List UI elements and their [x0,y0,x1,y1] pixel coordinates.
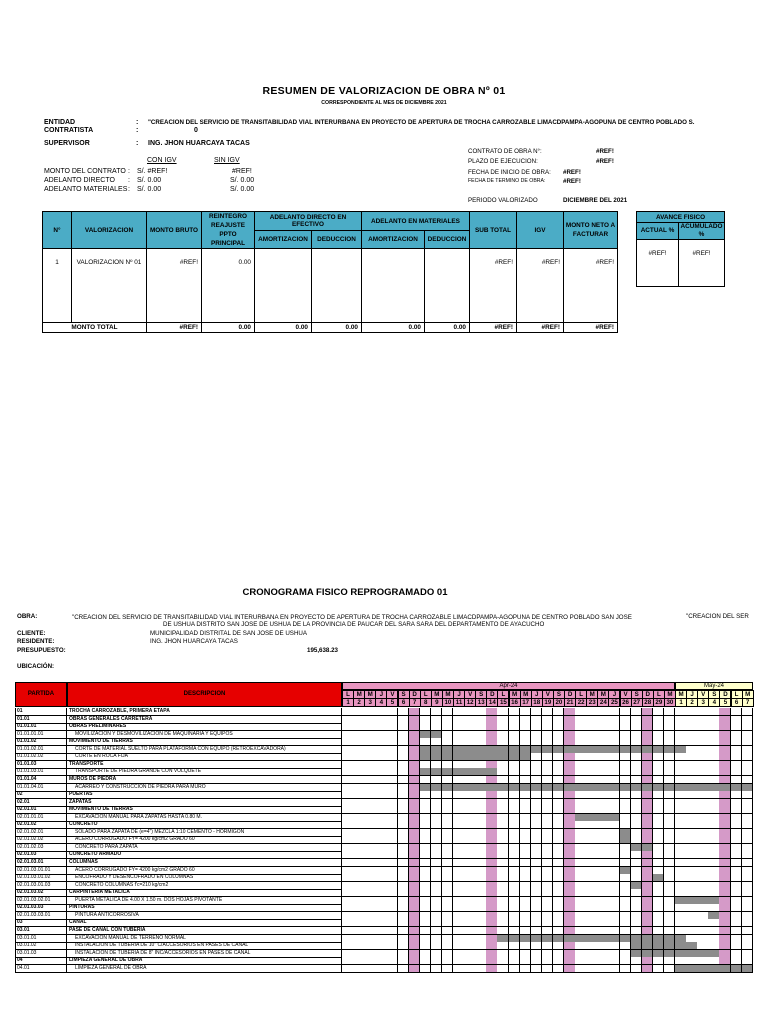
month-may-header: May-24 [675,682,753,690]
descripcion-cell: CORTE EN ROCA FIJA [67,753,342,761]
adelanto-efectivo-header: ADELANTO DIRECTO EN EFECTIVO [255,212,362,231]
partida-cell: 04 [15,957,67,965]
descripcion-cell: CONCRETO PARA ZAPATA [67,844,342,852]
cliente-value: MUNICIPALIDAD DISTRITAL DE SAN JOSE DE USHUA [150,630,308,637]
day-header-cell: 22 [575,698,587,707]
weekday-header-cell: M [364,690,376,699]
row-igv: #REF! [517,249,564,323]
deduccion-1-header: DEDUCCION [312,231,362,249]
residente-value: ING. JHON HUARCAYA TACAS [150,638,238,645]
row-n: 1 [43,249,72,323]
day-header-cell: 20 [553,698,565,707]
descripcion-cell: INSTALACION DE TUBERIA DE 10" C/ACCESORIOS EN PASES DE CANAL [67,942,342,950]
deduccion-2-header: DEDUCCION [425,231,470,249]
day-header-cell: 3 [697,698,709,707]
descripcion-cell: MOVILIZACION Y DESMOVILIZACIÓN DE MAQUINARIA Y EQUIPOS [67,731,342,739]
gantt-cell [631,965,643,973]
con-igv-header: CON IGV [147,157,177,164]
descripcion-cell: INSTALACION DE TUBERIA DE 8" INC/ACCESORIOS EN PASES DE CANAL [67,950,342,958]
col-monto-bruto-header: MONTO BRUTO [147,212,202,249]
avance-actual-value: #REF! [637,240,679,287]
partida-cell: 01.01.02 [15,738,67,746]
gantt-cell [586,965,598,973]
partida-cell: 02.01.03.01.02 [15,874,67,882]
amortizacion-2-header: AMORTIZACION [362,231,425,249]
day-header-cell: 25 [608,698,620,707]
presupuesto-label: PRESUPUESTO: [17,647,66,654]
inicio-label: FECHA DE INICIO DE OBRA: [468,169,551,176]
gantt-cell [642,965,654,973]
col-subtotal-header: SUB TOTAL [470,212,517,249]
adelanto-materiales-header: ADELANTO EN MATERIALES [362,212,470,231]
gantt-bar-cell [686,965,698,973]
day-header-cell: 23 [586,698,598,707]
partida-cell: 02.01.03.03.01 [15,912,67,920]
total-igv: #REF! [517,323,564,333]
day-header-cell: 5 [386,698,398,707]
descripcion-cell: LIMPIEZA GENERAL DE OBRA [67,965,342,973]
descripcion-cell: ENCOFRADO Y DESENCOFRADO EN COLUMNAS [67,874,342,882]
termino-value: #REF! [563,178,581,185]
gantt-cell [620,965,632,973]
day-header-cell: 4 [375,698,387,707]
partida-cell: 01.01.01 [15,723,67,731]
col-reintegro-header: REINTEGRO REAJUSTE PPTO PRINCIPAL [202,212,255,249]
day-header-cell: 7 [742,698,754,707]
obra-overflow: "CREACION DEL SER [686,613,749,620]
partida-cell: 02.01.02.02 [15,836,67,844]
partida-cell: 01.01.02.01 [15,746,67,754]
descripcion-cell: PUERTAS [67,791,342,799]
monto-contrato-label: MONTO DEL CONTRATO [44,168,126,175]
gantt-cell [664,965,676,973]
day-header-cell: 2 [686,698,698,707]
weekday-header-cell: J [686,690,698,699]
descripcion-cell: EXCAVACION MANUAL PARA ZAPATAS HASTA 0.80 M. [67,814,342,822]
day-header-cell: 13 [475,698,487,707]
descripcion-cell: ZAPATAS [67,799,342,807]
descripcion-cell: ACARREO Y CONSTRUCCION DE PIEDRA PARA MURO [67,784,342,792]
col-igv-header: IGV [517,212,564,249]
periodo-value: DICIEMBRE DEL 2021 [563,197,628,204]
partida-cell: 02.01.02.01 [15,829,67,837]
gantt-bar-cell [719,965,731,973]
weekday-header-cell: M [520,690,532,699]
gantt-cell [431,965,443,973]
contrato-value: #REF! [596,148,614,155]
descripcion-cell: CORTE DE MATERIAL SUELTO PARA PLATAFORMA CON EQUIPO (RETROEXCAVADORA) [67,746,342,754]
total-row [43,323,618,333]
gantt-cell [409,965,421,973]
weekday-header-cell: L [342,690,354,699]
presupuesto-value: 195,638.23 [307,647,338,654]
weekday-header-cell: M [509,690,521,699]
partida-cell: 01.01.04 [15,776,67,784]
partida-cell: 02 [15,791,67,799]
weekday-header-cell: V [542,690,554,699]
descripcion-cell: ACERO CORRUGADO FY= 4200 kg/cm2 GRADO 60 [67,836,342,844]
total-amortizacion-2: 0.00 [362,323,425,333]
adelanto-materiales-con: S/. 0.00 [137,186,162,193]
day-header-cell: 5 [719,698,731,707]
partida-cell: 02.01.03.02 [15,889,67,897]
day-header-cell: 29 [653,698,665,707]
avance-acumulado-value: #REF! [679,240,725,287]
periodo-label: PERIODO VALORIZADO [468,197,538,204]
partida-cell: 01.01.02.02 [15,753,67,761]
obra-line1: "CREACION DEL SERVICIO DE TRANSITABILIDAD VIAL INTERURBANA EN PROYECTO DE APERTURA DE TROCHA CARROZABLE LIMACDPAMPA-AGOPUNA DE CENTRO POBLADO SAN JOSE [72,614,632,621]
row-reintegro: 0.00 [202,249,255,323]
day-header-cell: 12 [464,698,476,707]
day-header-cell: 16 [509,698,521,707]
weekday-header-cell: L [575,690,587,699]
descripcion-cell: CONCRETO [67,821,342,829]
residente-label: RESIDENTE: [17,638,55,645]
weekday-header-cell: J [375,690,387,699]
descripcion-cell: PINTURAS [67,904,342,912]
weekday-header-cell: L [420,690,432,699]
weekday-header-cell: S [553,690,565,699]
weekday-header-cell: S [631,690,643,699]
gantt-cell [542,965,554,973]
monto-colon: : [128,168,130,175]
gantt-bar-cell [731,965,743,973]
gantt-cell [464,965,476,973]
report-subtitle: CORRESPONDIENTE AL MES DE DICIEMBRE 2021 [321,100,447,106]
day-header-cell: 14 [486,698,498,707]
weekday-header-cell: M [675,690,687,699]
entidad-label: ENTIDAD [44,119,76,126]
gantt-cell [653,965,665,973]
partida-cell: 02.01.03 [15,851,67,859]
total-deduccion-2: 0.00 [425,323,470,333]
day-header-cell: 1 [342,698,354,707]
partida-cell: 02.01.01 [15,806,67,814]
weekday-header-cell: V [386,690,398,699]
partida-cell: 02.01.03.03 [15,904,67,912]
supervisor-label: SUPERVISOR [44,140,90,147]
partida-cell: 03.01 [15,927,67,935]
day-header-cell: 30 [664,698,676,707]
weekday-header-cell: D [486,690,498,699]
gantt-bar-cell [708,965,720,973]
weekday-header-cell: V [620,690,632,699]
weekday-header-cell: S [708,690,720,699]
avance-title: AVANCE FISICO [637,212,725,223]
amortizacion-1-header: AMORTIZACION [255,231,312,249]
avance-table [636,211,725,287]
month-apr-header: Apr-24 [342,682,675,690]
gantt-cell [353,965,365,973]
descripcion-cell: PASE DE CANAL CON TUBERIA [67,927,342,935]
partida-cell: 03.01.03 [15,950,67,958]
adelanto-directo-label: ADELANTO DIRECTO [44,177,115,184]
gantt-cell [509,965,521,973]
gantt-cell [420,965,432,973]
total-bruto: #REF! [147,323,202,333]
partida-cell: 03.01.02 [15,942,67,950]
day-header-cell: 3 [364,698,376,707]
contratista-colon: : [136,127,139,134]
weekday-header-cell: S [475,690,487,699]
day-header-cell: 15 [497,698,509,707]
weekday-header-cell: J [453,690,465,699]
col-valorizacion-header: VALORIZACION [72,212,147,249]
descripcion-cell: LIMPIEZA GENERAL DE OBRA [67,957,342,965]
day-header-cell: 2 [353,698,365,707]
weekday-header-cell: L [653,690,665,699]
partida-cell: 02.01 [15,799,67,807]
day-header-cell: 18 [531,698,543,707]
day-header-cell: 6 [398,698,410,707]
descripcion-cell: ACERO CORRUGADO FY= 4200 kg/cm2 GRADO 60 [67,867,342,875]
gantt-cell [342,965,354,973]
weekday-header-cell: J [531,690,543,699]
partida-cell: 02.01.03.01.03 [15,882,67,890]
gantt-cell [520,965,532,973]
descripcion-cell: COLUMNAS [67,859,342,867]
monto-con-igv: S/. #REF! [137,168,168,175]
total-reintegro: 0.00 [202,323,255,333]
gantt-cell [386,965,398,973]
partida-cell: 01.01.03 [15,761,67,769]
row-bruto: #REF! [147,249,202,323]
weekday-header-cell: D [409,690,421,699]
descripcion-cell: CARPINTERIA METALICA [67,889,342,897]
ubicacion-label: UBICACIÓN: [17,663,55,670]
descripcion-cell: EXCAVACION MANUAL DE TERRENO NORMAL [67,935,342,943]
gantt-cell [564,965,576,973]
gantt-cell [475,965,487,973]
weekday-header-cell: M [353,690,365,699]
row-valorizacion: VALORIZACION Nº 01 [72,249,147,323]
adelanto-directo-con: S/. 0.00 [137,177,162,184]
total-label: MONTO TOTAL [43,323,147,333]
day-header-cell: 10 [442,698,454,707]
obra-label: OBRA: [17,613,38,620]
partida-cell: 04.01 [15,965,67,973]
day-header-cell: 9 [431,698,443,707]
day-header-cell: 1 [675,698,687,707]
partida-cell: 02.01.03.01 [15,859,67,867]
partida-cell: 02.01.02.03 [15,844,67,852]
descripcion-cell: MUROS DE PIEDRA [67,776,342,784]
weekday-header-cell: D [642,690,654,699]
day-header-cell: 7 [409,698,421,707]
partida-header: PARTIDA [15,682,67,707]
gantt-cell [497,965,509,973]
weekday-header-cell: M [431,690,443,699]
descripcion-cell: OBRAS PRELIMINARES [67,723,342,731]
day-header-cell: 28 [642,698,654,707]
contratista-label: CONTRATISTA [44,127,94,134]
gantt-cell [375,965,387,973]
gantt-cell [597,965,609,973]
sin-igv-header: SIN IGV [214,157,240,164]
partida-cell: 01.01.01.01 [15,731,67,739]
descripcion-cell: CANAL [67,919,342,927]
contrato-label: CONTRATO DE OBRA N°: [468,148,542,155]
weekday-header-cell: D [564,690,576,699]
total-subtotal: #REF! [470,323,517,333]
gantt-cell [398,965,410,973]
gantt-cell [486,965,498,973]
adelanto-materiales-sin: S/. 0.00 [230,186,255,193]
gantt-cell [453,965,465,973]
partida-cell: 02.01.03.02.01 [15,897,67,905]
descripcion-cell: CONCRETO ARMADO [67,851,342,859]
descripcion-header: DESCRIPCION [67,682,342,707]
descripcion-cell: PUERTA METALICA DE 4.00 X 1.50 m. DOS HOJAS PIVOTANTE [67,897,342,905]
descripcion-cell: MOVIMIENTO DE TIERRAS [67,806,342,814]
day-header-cell: 24 [597,698,609,707]
partida-cell: 02.01.01.01 [15,814,67,822]
weekday-header-cell: V [464,690,476,699]
descripcion-cell: SOLADO PARA ZAPATA DE (e=4") MEZCLA 1:10 CEMENTO - HORMIGON [67,829,342,837]
entidad-colon: : [136,119,139,126]
adelanto-materiales-colon: : [128,186,130,193]
gantt-cell [553,965,565,973]
partida-cell: 02.01.03.01.01 [15,867,67,875]
avance-actual-header: ACTUAL % [637,223,679,240]
descripcion-cell: TROCHA CARROZABLE, PRIMERA ETAPA [67,708,342,716]
weekday-header-cell: L [497,690,509,699]
adelanto-directo-colon: : [128,177,130,184]
inicio-value: #REF! [563,169,581,176]
valuation-table [42,211,618,333]
termino-label: FECHA DE TERMINO DE OBRA: [468,178,546,184]
weekday-header-cell: M [742,690,754,699]
day-header-cell: 11 [453,698,465,707]
contratista-value: 0 [194,127,198,134]
plazo-value: #REF! [596,158,614,165]
monto-sin-igv: #REF! [232,168,252,175]
weekday-header-cell: M [586,690,598,699]
weekday-header-cell: D [719,690,731,699]
day-header-cell: 6 [731,698,743,707]
gantt-cell [442,965,454,973]
partida-cell: 01.01.04.01 [15,784,67,792]
col-n-header: N° [43,212,72,249]
schedule-title: CRONOGRAMA FISICO REPROGRAMADO 01 [242,587,448,598]
total-neto: #REF! [564,323,618,333]
descripcion-cell: TRANSPORTE [67,761,342,769]
gantt-bar-cell [742,965,754,973]
day-header-cell: 27 [631,698,643,707]
descripcion-cell: PINTURA ANTICORROSIVA [67,912,342,920]
weekday-header-cell: S [398,690,410,699]
report-title: RESUMEN DE VALORIZACION DE OBRA Nº 01 [262,85,506,97]
col-neto-header: MONTO NETO A FACTURAR [564,212,618,249]
gantt-bar-cell [697,965,709,973]
day-header-cell: 8 [420,698,432,707]
adelanto-directo-sin: S/. 0.00 [230,177,255,184]
partida-cell: 02.01.02 [15,821,67,829]
partida-cell: 01 [15,708,67,716]
cliente-label: CLIENTE: [17,630,46,637]
gantt-cell [608,965,620,973]
partida-cell: 01.01 [15,716,67,724]
weekday-header-cell: M [442,690,454,699]
supervisor-value: ING. JHON HUARCAYA TACAS [148,140,250,147]
partida-cell: 03 [15,919,67,927]
plazo-label: PLAZO DE EJECUCION: [468,158,538,165]
supervisor-colon: : [136,140,139,147]
gantt-cell [575,965,587,973]
gantt-cell [364,965,376,973]
avance-acumulado-header: ACUMULADO % [679,223,725,240]
weekday-header-cell: M [664,690,676,699]
weekday-header-cell: J [608,690,620,699]
adelanto-materiales-label: ADELANTO MATERIALES [44,186,128,193]
day-header-cell: 21 [564,698,576,707]
valuation-row [43,249,618,323]
partida-cell: 01.01.03.01 [15,768,67,776]
day-header-cell: 26 [620,698,632,707]
weekday-header-cell: V [697,690,709,699]
gantt-cell [531,965,543,973]
day-header-cell: 4 [708,698,720,707]
descripcion-cell: TRANSPORTE DE PIEDRA GRANDE CON VOLQUETE [67,768,342,776]
descripcion-cell: OBRAS GENERALES CARRETERA [67,716,342,724]
day-header-cell: 17 [520,698,532,707]
weekday-header-cell: L [731,690,743,699]
entidad-value: "CREACION DEL SERVICIO DE TRANSITABILIDAD VIAL INTERURBANA EN PROYECTO DE APERTURA DE TROCHA CARROZABLE LIMACDPAMPA-AGOPUNA DE CENTRO POBLADO S. [148,119,695,126]
day-header-cell: 19 [542,698,554,707]
partida-cell: 03.01.01 [15,935,67,943]
total-amortizacion-1: 0.00 [255,323,312,333]
obra-line2: DE USHUA DISTRITO SAN JOSE DE USHUA DE LA PROVINCIA DE PAUCAR DEL SARA SARA DEL DEPARTAMENTO DE AYACUCHO [163,621,545,628]
total-deduccion-1: 0.00 [312,323,362,333]
row-neto: #REF! [564,249,618,323]
descripcion-cell: CONCRETO COLUMNAS f'c=210 kg/cm2 [67,882,342,890]
weekday-header-cell: M [597,690,609,699]
row-subtotal: #REF! [470,249,517,323]
descripcion-cell: MOVIMIENTO DE TIERRAS [67,738,342,746]
gantt-bar-cell [675,965,687,973]
